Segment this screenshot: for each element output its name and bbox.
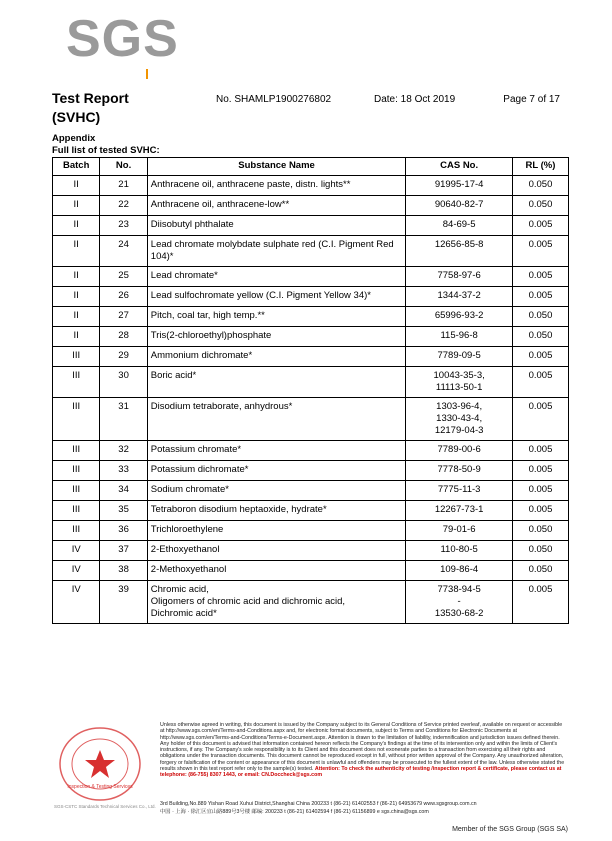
table-row bbox=[53, 441, 569, 461]
cell-substance: Anthracene oil, anthracene-low** bbox=[147, 196, 406, 216]
cell-batch: III bbox=[53, 441, 100, 461]
table-row bbox=[53, 481, 569, 501]
cell-rl: 0.005 bbox=[512, 461, 568, 481]
cell-no: 29 bbox=[100, 347, 147, 367]
cell-cas: 79-01-6 bbox=[406, 521, 513, 541]
table-row bbox=[53, 561, 569, 581]
table-body bbox=[53, 176, 569, 624]
cell-rl: 0.050 bbox=[512, 196, 568, 216]
list-heading: Full list of tested SVHC: bbox=[52, 145, 160, 156]
cell-no: 36 bbox=[100, 521, 147, 541]
cell-substance: 2-Ethoxyethanol bbox=[147, 541, 406, 561]
table-row bbox=[53, 398, 569, 441]
cell-substance: Disodium tetraborate, anhydrous* bbox=[147, 398, 406, 441]
cell-rl: 0.005 bbox=[512, 267, 568, 287]
cell-batch: II bbox=[53, 176, 100, 196]
cell-rl: 0.005 bbox=[512, 347, 568, 367]
cell-rl: 0.050 bbox=[512, 521, 568, 541]
sgs-seal-stamp bbox=[50, 722, 160, 812]
cell-rl: 0.050 bbox=[512, 541, 568, 561]
table-row bbox=[53, 196, 569, 216]
cell-batch: III bbox=[53, 521, 100, 541]
cell-rl: 0.005 bbox=[512, 581, 568, 624]
cell-no: 26 bbox=[100, 287, 147, 307]
cell-substance: Ammonium dichromate* bbox=[147, 347, 406, 367]
cell-no: 30 bbox=[100, 367, 147, 398]
table-row bbox=[53, 287, 569, 307]
address-english: 3rd Building,No.889 Yishan Road Xuhui District,Shanghai China 200233 t (86-21) 61402553 f (86-21) 64953679 www.sgsgroup.com.cn bbox=[160, 801, 477, 807]
cell-rl: 0.005 bbox=[512, 367, 568, 398]
cell-cas: 10043-35-3, 11113-50-1 bbox=[406, 367, 513, 398]
cell-no: 38 bbox=[100, 561, 147, 581]
table-row bbox=[53, 521, 569, 541]
cell-cas: 7758-97-6 bbox=[406, 267, 513, 287]
cell-cas: 110-80-5 bbox=[406, 541, 513, 561]
cell-cas: 115-96-8 bbox=[406, 327, 513, 347]
cell-rl: 0.050 bbox=[512, 561, 568, 581]
cell-no: 24 bbox=[100, 236, 147, 267]
table-row bbox=[53, 501, 569, 521]
cell-no: 25 bbox=[100, 267, 147, 287]
address-block bbox=[160, 800, 568, 816]
cell-batch: II bbox=[53, 196, 100, 216]
cell-rl: 0.005 bbox=[512, 287, 568, 307]
table-row bbox=[53, 347, 569, 367]
cell-substance: Sodium chromate* bbox=[147, 481, 406, 501]
table-row bbox=[53, 267, 569, 287]
cell-rl: 0.005 bbox=[512, 236, 568, 267]
col-header-substance: Substance Name bbox=[147, 158, 406, 176]
table-row bbox=[53, 461, 569, 481]
cell-substance: Lead chromate* bbox=[147, 267, 406, 287]
cell-rl: 0.050 bbox=[512, 307, 568, 327]
col-header-cas: CAS No. bbox=[406, 158, 513, 176]
table-row bbox=[53, 327, 569, 347]
cell-cas: 7738-94-5 - 13530-68-2 bbox=[406, 581, 513, 624]
table-row bbox=[53, 176, 569, 196]
logo-accent-bar bbox=[146, 69, 148, 79]
cell-batch: III bbox=[53, 481, 100, 501]
report-subtitle: (SVHC) bbox=[52, 109, 101, 125]
cell-substance: Tris(2-chloroethyl)phosphate bbox=[147, 327, 406, 347]
address-chinese: 中国 · 上海 · 徐汇区宜山路889号3号楼 邮编: 200233 t (86-21) 61402594 f (86-21) 61156899 e sgs.china@sgs.com bbox=[160, 809, 429, 815]
cell-batch: II bbox=[53, 307, 100, 327]
cell-batch: IV bbox=[53, 581, 100, 624]
cell-rl: 0.005 bbox=[512, 398, 568, 441]
cell-cas: 90640-82-7 bbox=[406, 196, 513, 216]
member-note: Member of the SGS Group (SGS SA) bbox=[452, 826, 568, 833]
cell-cas: 7789-00-6 bbox=[406, 441, 513, 461]
col-header-no: No. bbox=[100, 158, 147, 176]
sgs-logo bbox=[66, 10, 186, 68]
cell-substance: Anthracene oil, anthracene paste, distn. lights** bbox=[147, 176, 406, 196]
cell-batch: II bbox=[53, 327, 100, 347]
cell-no: 37 bbox=[100, 541, 147, 561]
cell-batch: II bbox=[53, 216, 100, 236]
cell-cas: 91995-17-4 bbox=[406, 176, 513, 196]
appendix-heading: Appendix bbox=[52, 133, 96, 144]
cell-no: 31 bbox=[100, 398, 147, 441]
cell-substance: Lead chromate molybdate sulphate red (C.I. Pigment Red 104)* bbox=[147, 236, 406, 267]
table-header-row bbox=[53, 158, 569, 176]
cell-substance: 2-Methoxyethanol bbox=[147, 561, 406, 581]
cell-cas: 1303-96-4, 1330-43-4, 12179-04-3 bbox=[406, 398, 513, 441]
cell-no: 27 bbox=[100, 307, 147, 327]
cell-cas: 7775-11-3 bbox=[406, 481, 513, 501]
cell-rl: 0.050 bbox=[512, 327, 568, 347]
table-row bbox=[53, 307, 569, 327]
cell-batch: II bbox=[53, 236, 100, 267]
cell-no: 33 bbox=[100, 461, 147, 481]
cell-no: 39 bbox=[100, 581, 147, 624]
cell-no: 22 bbox=[100, 196, 147, 216]
cell-no: 32 bbox=[100, 441, 147, 461]
cell-batch: III bbox=[53, 501, 100, 521]
cell-cas: 84-69-5 bbox=[406, 216, 513, 236]
cell-rl: 0.005 bbox=[512, 481, 568, 501]
cell-rl: 0.005 bbox=[512, 216, 568, 236]
cell-substance: Boric acid* bbox=[147, 367, 406, 398]
svg-text:SGS-CSTC Standards Technical S: SGS-CSTC Standards Technical Services Co., Ltd. bbox=[54, 804, 156, 809]
report-title: Test Report bbox=[52, 90, 129, 106]
cell-cas: 12656-85-8 bbox=[406, 236, 513, 267]
report-date: Date: 18 Oct 2019 bbox=[374, 94, 456, 105]
cell-substance: Lead sulfochromate yellow (C.I. Pigment Yellow 34)* bbox=[147, 287, 406, 307]
cell-batch: II bbox=[53, 267, 100, 287]
cell-substance: Tetraboron disodium heptaoxide, hydrate* bbox=[147, 501, 406, 521]
cell-batch: IV bbox=[53, 561, 100, 581]
table-row bbox=[53, 367, 569, 398]
col-header-batch: Batch bbox=[53, 158, 100, 176]
cell-rl: 0.005 bbox=[512, 441, 568, 461]
cell-batch: III bbox=[53, 367, 100, 398]
cell-no: 23 bbox=[100, 216, 147, 236]
cell-substance: Trichloroethylene bbox=[147, 521, 406, 541]
authenticity-notice: Attention: To check the authenticity of testing /inspection report & certificate, please contact us at telephone: (86-755) 8307 1443, or email: CN.Doccheck@sgs.com bbox=[160, 766, 562, 779]
table-row bbox=[53, 236, 569, 267]
report-number: No. SHAMLP1900276802 bbox=[216, 94, 332, 105]
cell-substance: Pitch, coal tar, high temp.** bbox=[147, 307, 406, 327]
page-number: Page 7 of 17 bbox=[503, 94, 560, 105]
sgs-logo-text: SGS bbox=[66, 10, 179, 68]
table-row bbox=[53, 541, 569, 561]
cell-cas: 7778-50-9 bbox=[406, 461, 513, 481]
cell-batch: IV bbox=[53, 541, 100, 561]
cell-batch: II bbox=[53, 287, 100, 307]
cell-no: 28 bbox=[100, 327, 147, 347]
terms-body: Unless otherwise agreed in writing, this document is issued by the Company subject to its General Conditions of Service printed overleaf, available on request or accessible at http://www.sgs.com/en/Terms-and-Conditions.aspx and, for electronic format documents, subject to Terms and Conditions for Electronic Documents at http://www.sgs.com/en/Terms-and-Conditions/Terms-e-Document.aspx. Attention is drawn to the limitation of liability, indemnification and jurisdiction issues defined therein. Any holder of this document is advised that information contained hereon reflects the Company's findings at the time of its intervention only and within the limits of Client's instructions, if any. The Company's sole responsibility is to its Client and this document does not exonerate parties to a transaction from exercising all their rights and obligations under the transaction documents. This document cannot be reproduced except in full, without prior written approval of the Company. Any unauthorized alteration, forgery or falsification of the content or appearance of this document is unlawful and offenders may be prosecuted to the fullest extent of the law. Unless otherwise stated the results shown in this test report refer only to the sample(s) tested. bbox=[160, 722, 565, 773]
svg-text:Inspection & Testing Services: Inspection & Testing Services bbox=[67, 784, 133, 790]
report-header bbox=[52, 90, 560, 110]
cell-substance: Potassium dichromate* bbox=[147, 461, 406, 481]
footer bbox=[50, 722, 570, 827]
cell-cas: 7789-09-5 bbox=[406, 347, 513, 367]
svhc-table bbox=[52, 157, 569, 624]
table-row bbox=[53, 581, 569, 624]
col-header-rl: RL (%) bbox=[512, 158, 568, 176]
cell-batch: III bbox=[53, 398, 100, 441]
cell-no: 34 bbox=[100, 481, 147, 501]
cell-batch: III bbox=[53, 461, 100, 481]
cell-no: 21 bbox=[100, 176, 147, 196]
table-row bbox=[53, 216, 569, 236]
cell-cas: 1344-37-2 bbox=[406, 287, 513, 307]
cell-substance: Chromic acid, Oligomers of chromic acid and dichromic acid, Dichromic acid* bbox=[147, 581, 406, 624]
cell-batch: III bbox=[53, 347, 100, 367]
cell-cas: 109-86-4 bbox=[406, 561, 513, 581]
terms-text bbox=[160, 722, 568, 779]
cell-substance: Diisobutyl phthalate bbox=[147, 216, 406, 236]
cell-substance: Potassium chromate* bbox=[147, 441, 406, 461]
cell-cas: 65996-93-2 bbox=[406, 307, 513, 327]
cell-no: 35 bbox=[100, 501, 147, 521]
cell-rl: 0.050 bbox=[512, 176, 568, 196]
cell-rl: 0.005 bbox=[512, 501, 568, 521]
cell-cas: 12267-73-1 bbox=[406, 501, 513, 521]
